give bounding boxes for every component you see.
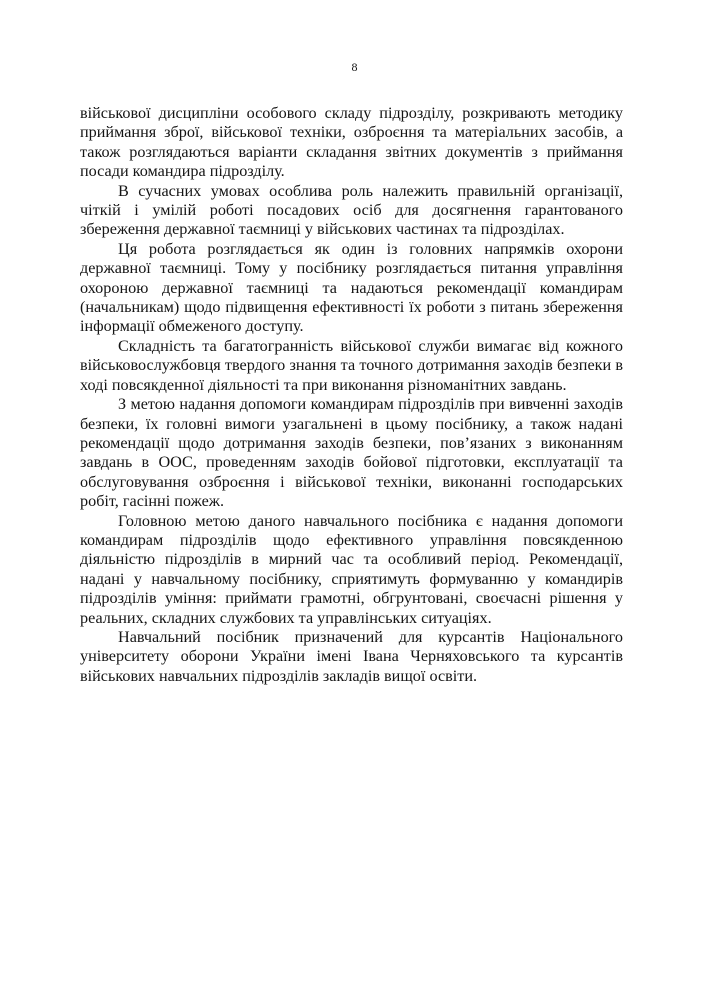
paragraph: Ця робота розглядається як один із головних напрямків охорони державної таємниці. Тому у посібнику розглядається питання управління охороною державної таємниці та надаються рекомендації командирам (начальникам) щодо підвищення ефективності їх роботи з питань збереження інформації обмеженого доступу.: [80, 239, 623, 336]
paragraph: Навчальний посібник призначений для курсантів Національного університету оборони України імені Івана Черняховського та курсантів військових навчальних підрозділів закладів вищої освіти.: [80, 627, 623, 685]
paragraph: Складність та багатогранність військової служби вимагає від кожного військовослужбовця твердого знання та точного дотримання заходів безпеки в ході повсякденної діяльності та при виконання різноманітних завдань.: [80, 336, 623, 394]
paragraph-continuation: військової дисципліни особового складу підрозділу, розкривають методику приймання зброї, військової техніки, озброєння та матеріальних засобів, а також розглядаються варіанти складання звітних документів з приймання посади командира підрозділу.: [80, 104, 623, 181]
body-text: [80, 104, 623, 686]
paragraph: Головною метою даного навчального посібника є надання допомоги командирам підрозділів щодо ефективного управління повсякденною діяльністю підрозділів в мирний час та особливий період. Рекомендації, надані у навчальному посібнику, сприятимуть формуванню у командирів підрозділів уміння: приймати грамотні, обгрунтовані, своєчасні рішення у реальних, складних службових та управлінських ситуаціях.: [80, 511, 623, 627]
paragraph: В сучасних умовах особлива роль належить правильній організації, чіткій і умілій роботі посадових осіб для досягнення гарантованого збереження державної таємниці у військових частинах та підрозділах.: [80, 181, 623, 239]
page-number: 8: [351, 60, 358, 74]
paragraph: З метою надання допомоги командирам підрозділів при вивченні заходів безпеки, їх головні вимоги узагальнені в цьому посібнику, а також надані рекомендації щодо дотримання заходів безпеки, пов’язаних з виконанням завдань в ООС, проведенням заходів бойової підготовки, експлуатації та обслуговування озброєння і військової техніки, виконанні господарських робіт, гасінні пожеж.: [80, 395, 623, 511]
